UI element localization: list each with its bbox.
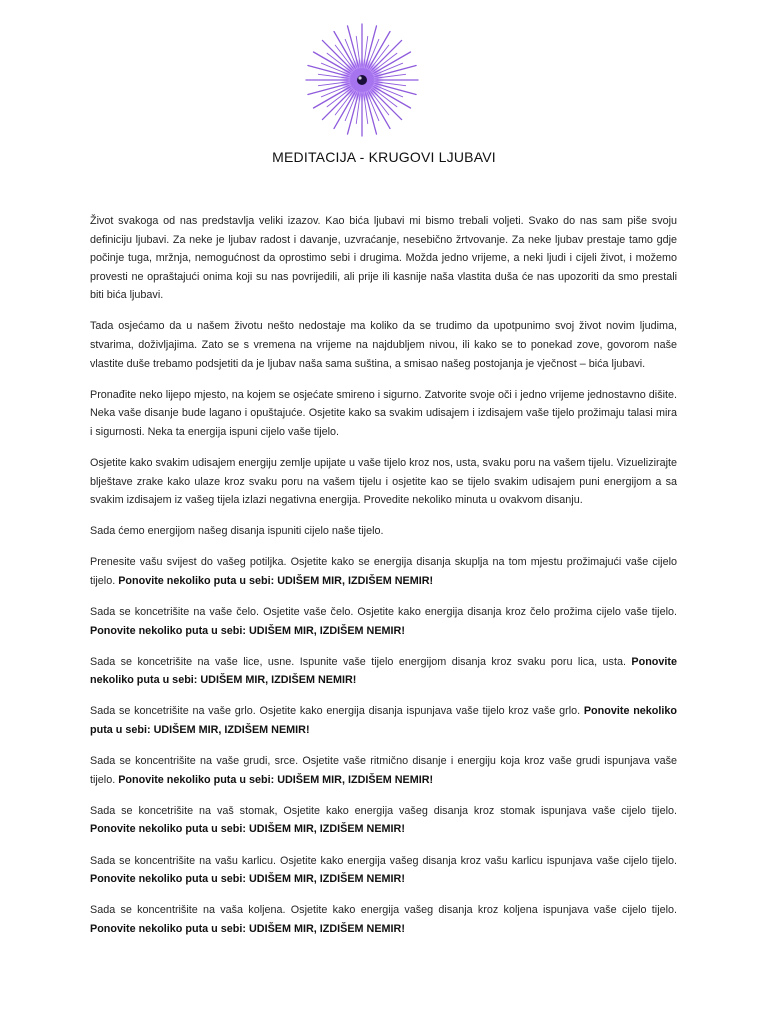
paragraph bbox=[90, 653, 677, 690]
paragraph-text: Sada se koncetrišite na vaše čelo. Osjetite vaše čelo. Osjetite kako energija disanja kroz čelo prožima cijelo vaše tijelo. bbox=[90, 606, 677, 619]
paragraph bbox=[90, 852, 677, 889]
paragraph bbox=[90, 901, 677, 938]
paragraph bbox=[90, 454, 677, 510]
radiant-star-icon bbox=[302, 20, 422, 140]
paragraph-text: Sada se koncetrišite na vaš stomak, Osjetite kako energija vašeg disanja kroz stomak ispunjava vaše cijelo tijelo. bbox=[90, 804, 677, 817]
paragraph-emphasis: Ponovite nekoliko puta u sebi: UDIŠEM MIR, IZDIŠEM NEMIR! bbox=[90, 624, 405, 637]
paragraph-emphasis: Ponovite nekoliko puta u sebi: UDIŠEM MIR, IZDIŠEM NEMIR! bbox=[90, 655, 677, 687]
paragraph-emphasis: Ponovite nekoliko puta u sebi: UDIŠEM MIR, IZDIŠEM NEMIR! bbox=[118, 575, 434, 587]
paragraph-text: Osjetite kako svakim udisajem energiju zemlje upijate u vaše tijelo kroz nos, usta, svaku poru na vašem tijelu. Vizuelizirajte blještave zrake kako ulaze kroz svaku poru na vašem tijelu i osjetite kao se tijelo svakim udisajem puni energijom a sa svakim izdisajem iz vašeg tijela izlazi negativna energija. Provedite nekoliko minuta u ovakvom disanju. bbox=[90, 457, 677, 507]
paragraph bbox=[90, 802, 677, 839]
paragraph bbox=[90, 522, 677, 541]
paragraph-text: Sada se koncetrišite na vaše grlo. Osjetite kako energija disanja ispunjava vaše tijelo kroz vaše grlo. bbox=[90, 705, 584, 718]
paragraph-text: Sada se koncentrišite na vaše grudi, srce. Osjetite vaše ritmično disanje i energiju koja kroz vaše grudi ispunjava vaše tijelo. bbox=[90, 755, 677, 786]
page-title: MEDITACIJA - KRUGOVI LJUBAVI bbox=[272, 149, 496, 165]
paragraph-emphasis: Ponovite nekoliko puta u sebi: UDIŠEM MIR, IZDIŠEM NEMIR! bbox=[90, 705, 677, 737]
paragraph-text: Sada ćemo energijom našeg disanja ispuniti cijelo naše tijelo. bbox=[90, 525, 384, 538]
paragraph-text: Pronađite neko lijepo mjesto, na kojem se osjećate smireno i sigurno. Zatvorite svoje oči i jedno vrijeme jednostavno dišite. Neka vaše disanje bude lagano i opuštajuće. Osjetite kako sa svakim udisajem i izdisajem vaše tijelo prožimaju talasi mira i sigurnosti. Neka ta energija ispuni cijelo vaše tijelo. bbox=[90, 388, 677, 438]
paragraph bbox=[90, 386, 677, 442]
paragraph-text: Tada osjećamo da u našem životu nešto nedostaje ma koliko da se trudimo da upotpunimo svoj život novim ljudima, stvarima, doživljajima. Zato se s vremena na vrijeme na najdubljem nivou, ili kako se to ponekad zove, govorom naše vlastite duše trebamo podsjetiti da je ljubav naša sama suština, a smisao našeg postojanja je vječnost – bića ljubavi. bbox=[90, 320, 677, 370]
paragraph bbox=[90, 212, 677, 305]
paragraph-text: Sada se koncentrišite na vašu karlicu. Osjetite kako energija vašeg disanja kroz vašu karlicu ispunjava vaše cijelo tijelo. bbox=[90, 854, 677, 867]
paragraph-text: Sada se koncentrišite na vaša koljena. Osjetite kako energija vašeg disanja kroz koljena ispunjava vaše cijelo tijelo. bbox=[90, 904, 677, 917]
paragraph-emphasis: Ponovite nekoliko puta u sebi: UDIŠEM MIR, IZDIŠEM NEMIR! bbox=[90, 873, 405, 886]
paragraph bbox=[90, 702, 677, 739]
paragraph bbox=[90, 553, 677, 590]
paragraph bbox=[90, 317, 677, 373]
emblem-core bbox=[357, 75, 367, 85]
paragraph-emphasis: Ponovite nekoliko puta u sebi: UDIŠEM MIR, IZDIŠEM NEMIR! bbox=[90, 823, 405, 836]
paragraph-emphasis: Ponovite nekoliko puta u sebi: UDIŠEM MIR, IZDIŠEM NEMIR! bbox=[90, 922, 405, 935]
paragraph-emphasis: Ponovite nekoliko puta u sebi: UDIŠEM MIR, IZDIŠEM NEMIR! bbox=[118, 773, 434, 786]
paragraph bbox=[90, 752, 677, 789]
paragraph bbox=[90, 603, 677, 640]
paragraph-text: Prenesite vašu svijest do vašeg potiljka. Osjetite kako se energija disanja skuplja na tom mjestu prožimajući vaše cijelo tijelo. bbox=[90, 556, 677, 587]
paragraph-text: Sada se koncetrišite na vaše lice, usne. Ispunite vaše tijelo energijom disanja kroz svaku poru lica, usta. bbox=[90, 655, 632, 668]
body-text bbox=[90, 212, 677, 951]
paragraph-text: Život svakoga od nas predstavlja veliki izazov. Kao bića ljubavi mi bismo trebali voljeti. Svako do nas sam piše svoju definiciju ljubavi. Za neke je ljubav radost i davanje, uzvraćanje, nesebično žrtvovanje. Za neke ljubav prestaje tamo gdje počinje tuga, mržnja, nemogućnost da oprostimo sebi i drugima. Možda jedno vrijeme, a neki ljudi i cijeli život, i možemo provesti ne opraštajući onima koji su nas povrijedili, ali prije ili kasnije naša vlastita duša će nas upozoriti da smo prestali biti bića ljubavi. bbox=[90, 215, 677, 302]
